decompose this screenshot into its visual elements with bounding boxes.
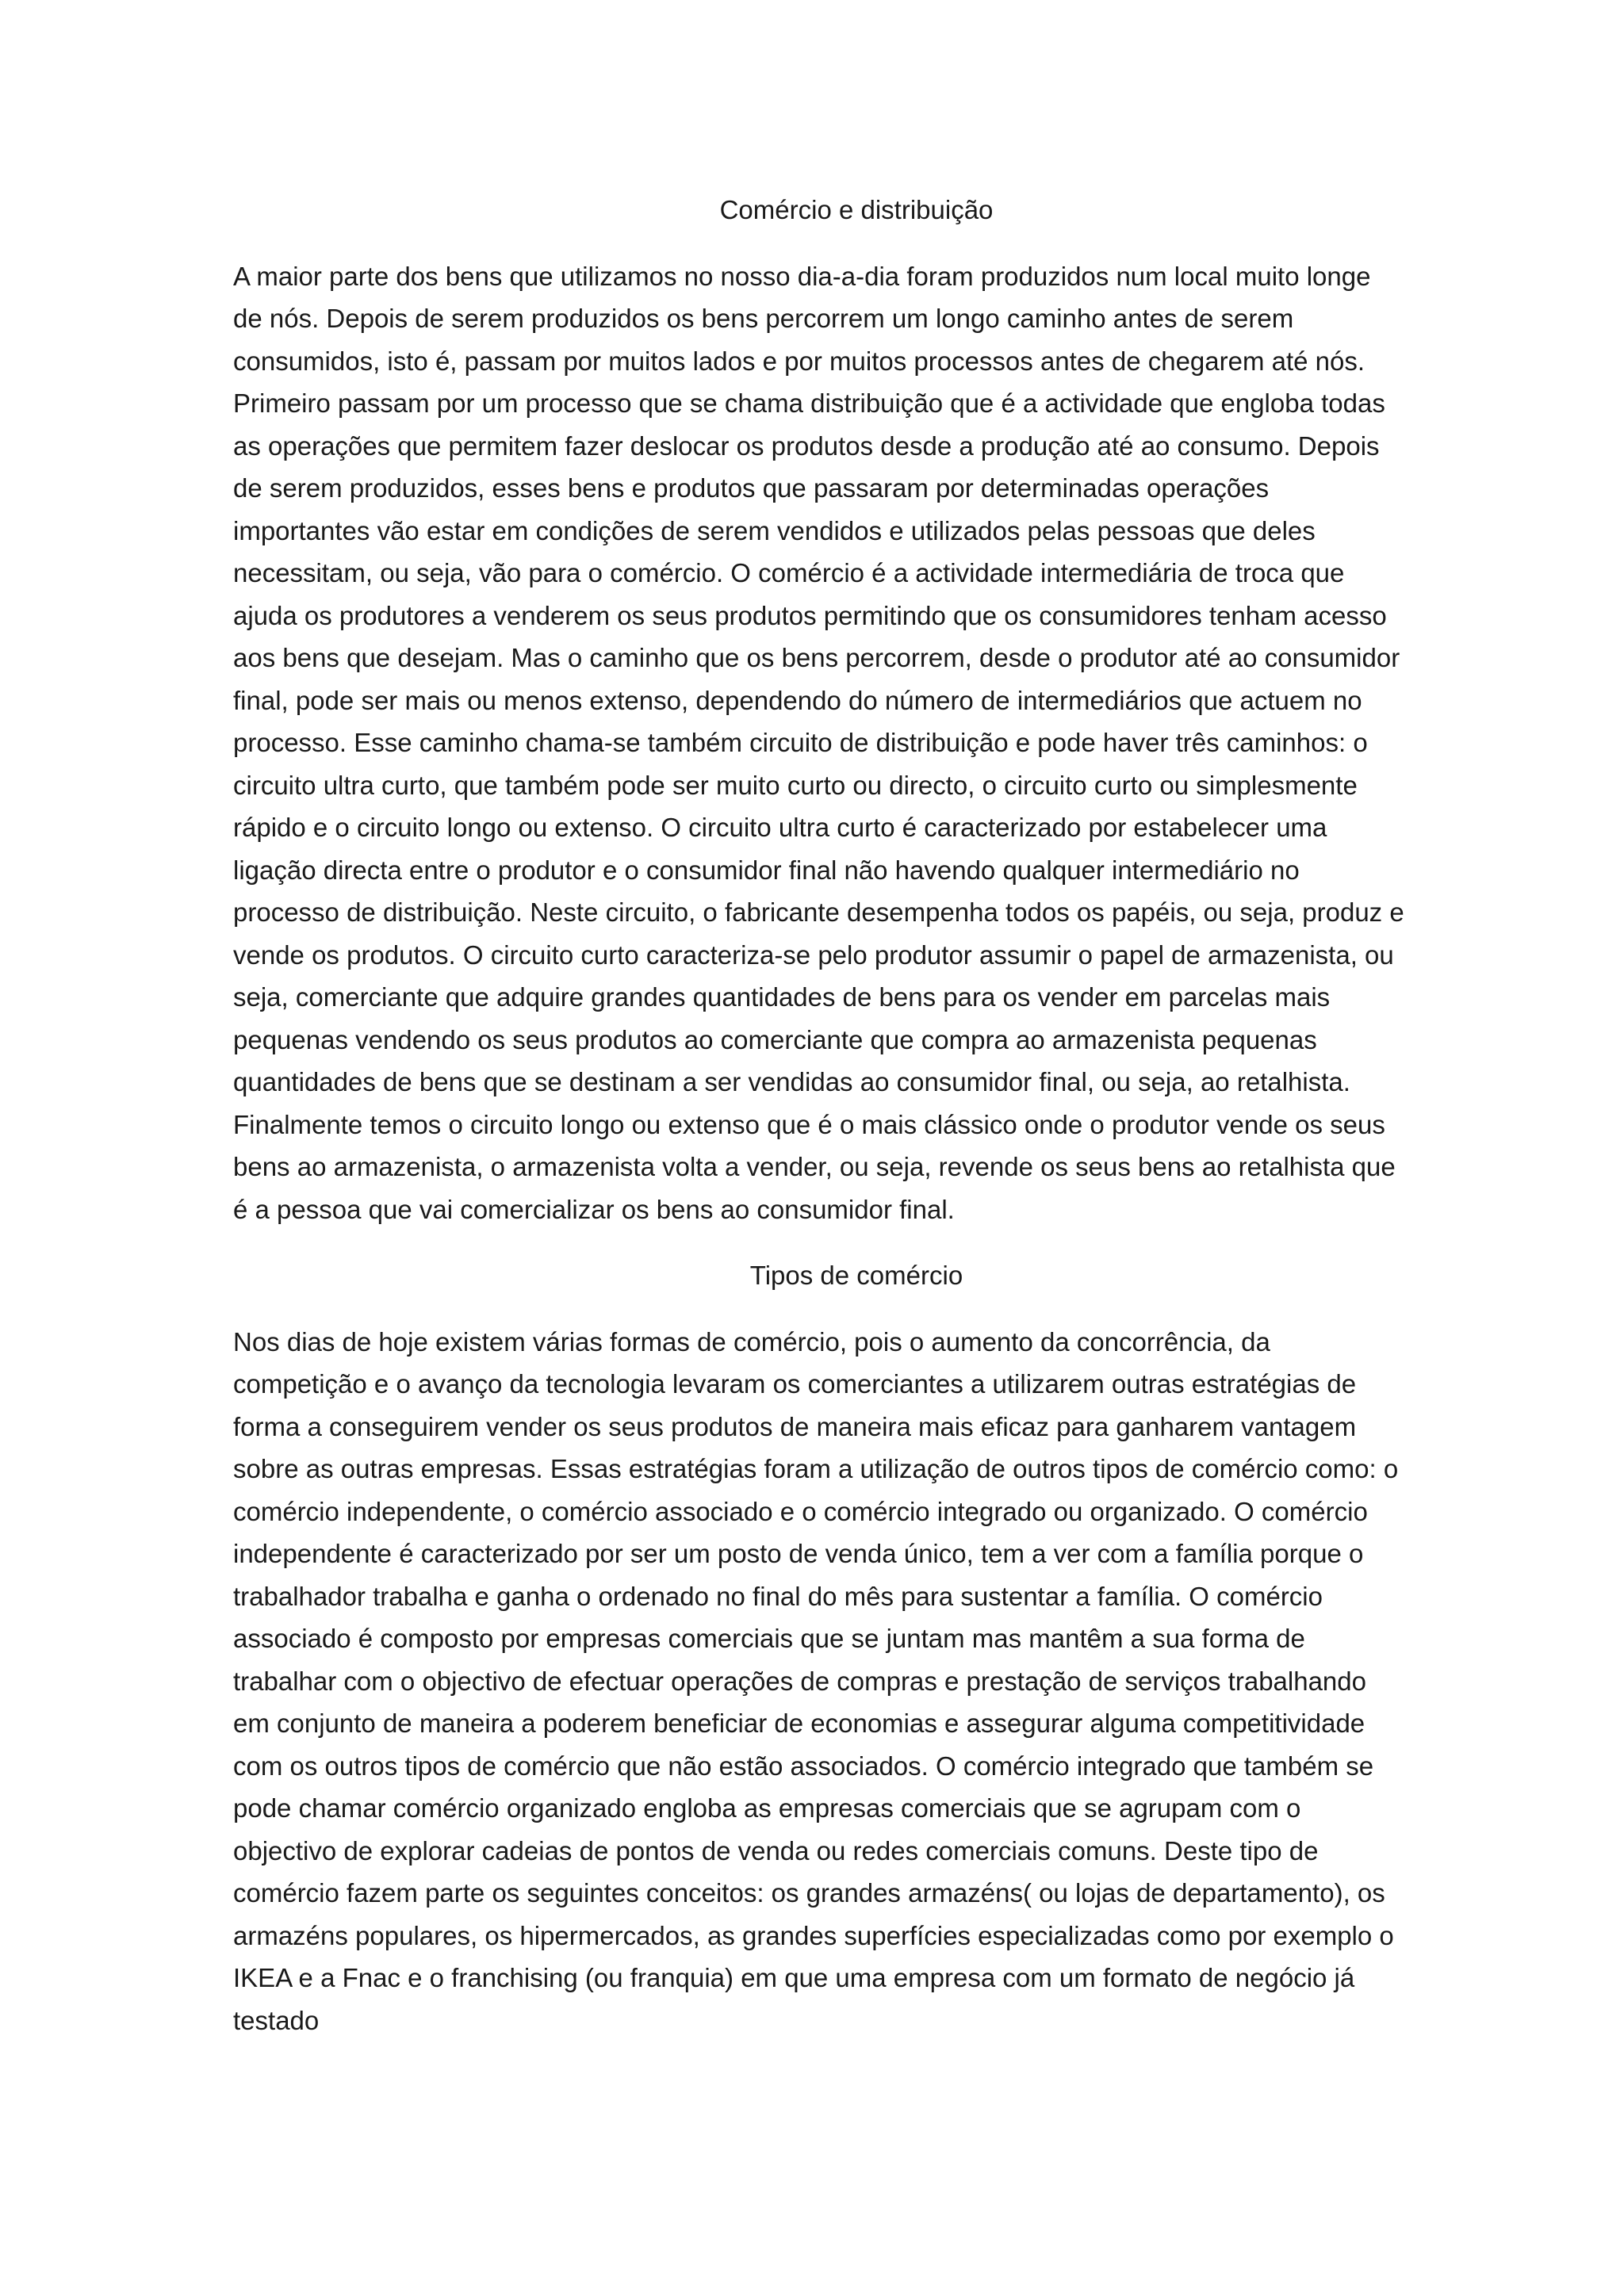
section-heading-comercio-e-distribuicao: Comércio e distribuição (719, 195, 994, 224)
section-heading-tipos-de-comercio: Tipos de comércio (749, 1261, 963, 1290)
section-paragraph-tipos-de-comercio: Nos dias de hoje existem várias formas de comércio, pois o aumento da concorrência, da competição e o avanço da tecnologia levaram os comerciantes a utilizarem outras estratégias de forma a conseguirem vender os seus produtos de maneira mais eficaz para ganharem vantagem sobre as outras empresas. Essas estratégias foram a utilização de outros tipos de comércio como: o comércio independente, o comércio associado e o comércio integrado ou organizado. O comércio independente é caracterizado por ser um posto de venda único, tem a ver com a família porque o trabalhador trabalha e ganha o ordenado no final do mês para sustentar a família. O comércio associado é composto por empresas comerciais que se juntam mas mantêm a sua forma de trabalhar com o objectivo de efectuar operações de compras e prestação de serviços trabalhando em conjunto de maneira a poderem beneficiar de economias e assegurar alguma competitividade com os outros tipos de comércio que não estão associados. O comércio integrado que também se pode chamar comércio organizado engloba as empresas comerciais que se agrupam com o objectivo de explorar cadeias de pontos de venda ou redes comerciais comuns. Deste tipo de comércio fazem parte os seguintes conceitos: os grandes armazéns( ou lojas de departamento), os armazéns populares, os hipermercados, as grandes superfícies especializadas como por exemplo o IKEA e a Fnac e o franchising (ou franquia) em que uma empresa com um formato de negócio já testado (233, 1326, 1399, 2035)
section-paragraph-comercio-e-distribuicao: A maior parte dos bens que utilizamos no nosso dia-a-dia foram produzidos num local muito longe de nós. Depois de serem produzidos os bens percorrem um longo caminho antes de serem consumidos, isto é, passam por muitos lados e por muitos processos antes de chegarem até nós. Primeiro passam por um processo que se chama distribuição que é a actividade que engloba todas as operações que permitem fazer deslocar os produtos desde a produção até ao consumo. Depois de serem produzidos, esses bens e produtos que passaram por determinadas operações importantes vão estar em condições de serem vendidos e utilizados pelas pessoas que deles necessitam, ou seja, vão para o comércio. O comércio é a actividade intermediária de troca que ajuda os produtores a venderem os seus produtos permitindo que os consumidores tenham acesso aos bens que desejam. Mas o caminho que os bens percorrem, desde o produtor até ao consumidor final, pode ser mais ou menos extenso, dependendo do número de intermediários que actuem no processo. Esse caminho chama-se também circuito de distribuição e pode haver três caminhos: o circuito ultra curto, que também pode ser muito curto ou directo, o circuito curto ou simplesmente rápido e o circuito longo ou extenso. O circuito ultra curto é caracterizado por estabelecer uma ligação directa entre o produtor e o consumidor final não havendo qualquer intermediário no processo de distribuição. Neste circuito, o fabricante desempenha todos os papéis, ou seja, produz e vende os produtos. O circuito curto caracteriza-se pelo produtor assumir o papel de armazenista, ou seja, comerciante que adquire grandes quantidades de bens para os vender em parcelas mais pequenas vendendo os seus produtos ao comerciante que compra ao armazenista pequenas quantidades de bens que se destinam a ser vendidas ao consumidor final, ou seja, ao retalhista. Finalmente temos o circuito longo ou extenso que é o mais clássico onde o produtor vende os seus bens ao armazenista, o armazenista volta a vender, ou seja, revende os seus bens ao retalhista que é a pessoa que vai comercializar os bens ao consumidor final. (233, 261, 1404, 1224)
document-body (233, 189, 1407, 2042)
